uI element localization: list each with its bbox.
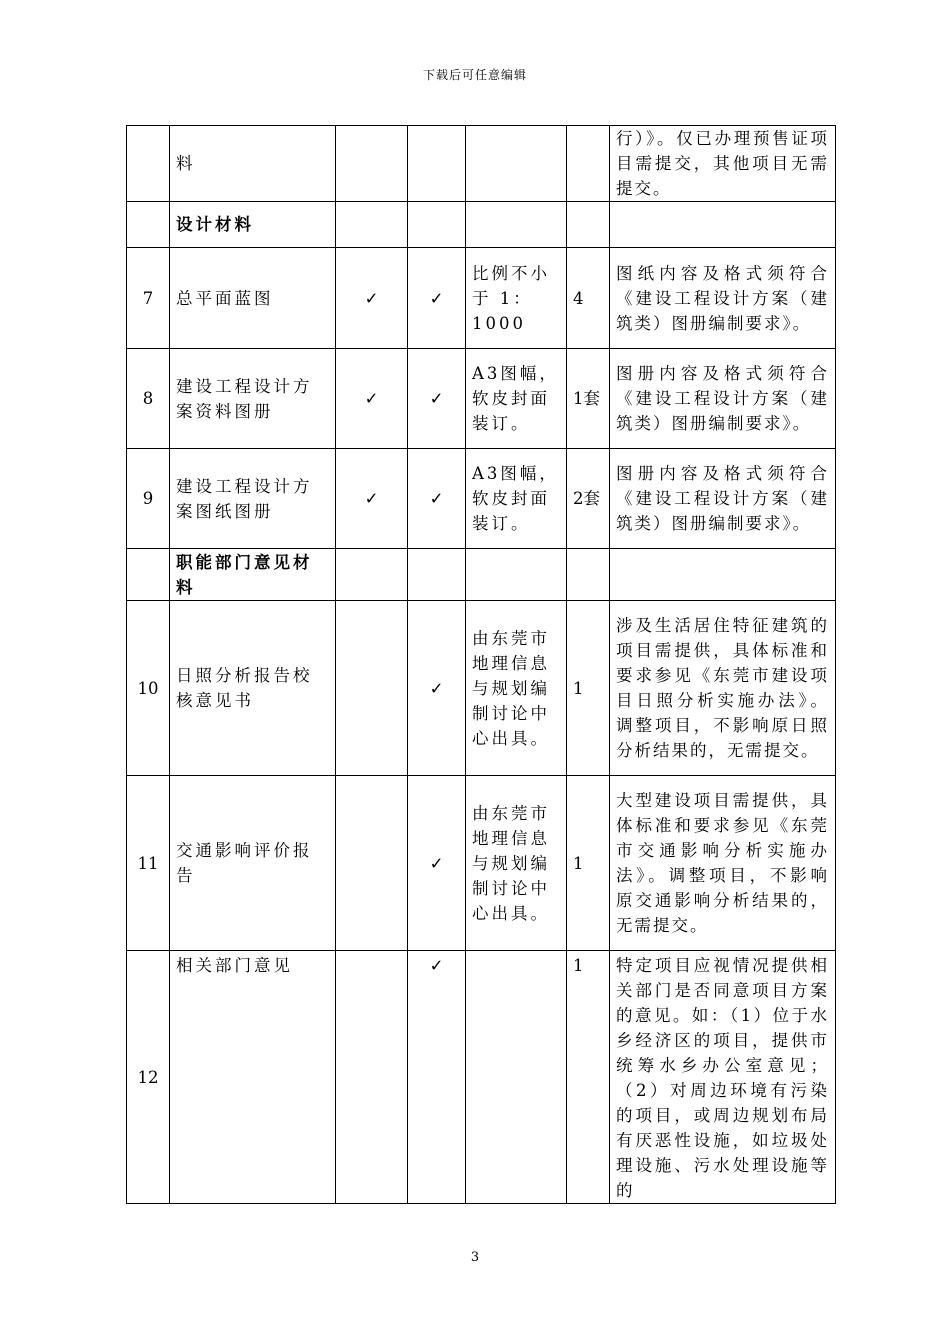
empty-cell bbox=[336, 549, 408, 601]
material-name: 总平面蓝图 bbox=[170, 248, 336, 349]
check-cell bbox=[336, 951, 408, 1204]
check-cell: ✓ bbox=[336, 449, 408, 549]
section-row bbox=[127, 549, 836, 601]
row-number: 10 bbox=[127, 601, 170, 776]
spec-cell bbox=[466, 951, 567, 1204]
check-cell: ✓ bbox=[408, 349, 466, 449]
table-row bbox=[127, 126, 836, 202]
empty-cell bbox=[408, 549, 466, 601]
spec-cell: 由东莞市地理信息与规划编制讨论中心出具。 bbox=[466, 776, 567, 951]
section-row bbox=[127, 202, 836, 248]
note-cell: 图纸内容及格式须符合《建设工程设计方案（建筑类）图册编制要求》。 bbox=[610, 248, 836, 349]
row-number: 9 bbox=[127, 449, 170, 549]
check-cell: ✓ bbox=[408, 449, 466, 549]
table-row bbox=[127, 951, 836, 1204]
spec-cell: A3图幅，软皮封面装订。 bbox=[466, 349, 567, 449]
row-number bbox=[127, 126, 170, 202]
quantity-cell: 1套 bbox=[567, 349, 610, 449]
note-cell: 涉及生活居住特征建筑的项目需提供，具体标准和要求参见《东莞市建设项目日照分析实施办法》。调整项目，不影响原日照分析结果的，无需提交。 bbox=[610, 601, 836, 776]
check-cell bbox=[408, 126, 466, 202]
check-cell: ✓ bbox=[336, 248, 408, 349]
spec-cell: A3图幅，软皮封面装订。 bbox=[466, 449, 567, 549]
spec-cell: 比例不小于 1：1000 bbox=[466, 248, 567, 349]
empty-cell bbox=[408, 202, 466, 248]
table-row bbox=[127, 248, 836, 349]
material-name: 交通影响评价报告 bbox=[170, 776, 336, 951]
section-title: 设计材料 bbox=[170, 202, 336, 248]
empty-cell bbox=[466, 549, 567, 601]
row-number: 12 bbox=[127, 951, 170, 1204]
page-number: 3 bbox=[470, 1250, 480, 1265]
empty-cell bbox=[127, 202, 170, 248]
material-name: 建设工程设计方案图纸图册 bbox=[170, 449, 336, 549]
material-name: 相关部门意见 bbox=[170, 951, 336, 1204]
empty-cell bbox=[567, 549, 610, 601]
note-cell: 特定项目应视情况提供相关部门是否同意项目方案的意见。如：（1）位于水乡经济区的项目，提供市统筹水乡办公室意见；（2）对周边环境有污染的项目，或周边规划布局有厌恶性设施，如垃圾处理设施、污水处理设施等的 bbox=[610, 951, 836, 1204]
empty-cell bbox=[610, 549, 836, 601]
spec-cell: 由东莞市地理信息与规划编制讨论中心出具。 bbox=[466, 601, 567, 776]
check-cell: ✓ bbox=[408, 601, 466, 776]
table-row bbox=[127, 349, 836, 449]
quantity-cell: 1 bbox=[567, 951, 610, 1204]
note-cell: 图册内容及格式须符合《建设工程设计方案（建筑类）图册编制要求》。 bbox=[610, 349, 836, 449]
table-row bbox=[127, 776, 836, 951]
empty-cell bbox=[127, 549, 170, 601]
spec-cell bbox=[466, 126, 567, 202]
row-number: 8 bbox=[127, 349, 170, 449]
row-number: 7 bbox=[127, 248, 170, 349]
check-cell: ✓ bbox=[336, 349, 408, 449]
quantity-cell: 2套 bbox=[567, 449, 610, 549]
check-cell: ✓ bbox=[408, 248, 466, 349]
quantity-cell: 1 bbox=[567, 601, 610, 776]
note-cell: 图册内容及格式须符合《建设工程设计方案（建筑类）图册编制要求》。 bbox=[610, 449, 836, 549]
section-title: 职能部门意见材料 bbox=[170, 549, 336, 601]
table-row bbox=[127, 449, 836, 549]
empty-cell bbox=[567, 202, 610, 248]
material-name: 料 bbox=[170, 126, 336, 202]
empty-cell bbox=[466, 202, 567, 248]
empty-cell bbox=[336, 202, 408, 248]
check-cell bbox=[336, 126, 408, 202]
empty-cell bbox=[610, 202, 836, 248]
material-name: 日照分析报告校核意见书 bbox=[170, 601, 336, 776]
page-header: 下载后可任意编辑 bbox=[422, 68, 527, 82]
material-name: 建设工程设计方案资料图册 bbox=[170, 349, 336, 449]
quantity-cell bbox=[567, 126, 610, 202]
check-cell bbox=[336, 601, 408, 776]
check-cell bbox=[336, 776, 408, 951]
row-number: 11 bbox=[127, 776, 170, 951]
note-cell: 行）》。仅已办理预售证项目需提交，其他项目无需提交。 bbox=[610, 126, 836, 202]
quantity-cell: 4 bbox=[567, 248, 610, 349]
table-row bbox=[127, 601, 836, 776]
quantity-cell: 1 bbox=[567, 776, 610, 951]
check-cell: ✓ bbox=[408, 776, 466, 951]
materials-table bbox=[126, 125, 836, 1204]
note-cell: 大型建设项目需提供，具体标准和要求参见《东莞市交通影响分析实施办法》。调整项目，不影响原交通影响分析结果的，无需提交。 bbox=[610, 776, 836, 951]
check-cell: ✓ bbox=[408, 951, 466, 1204]
